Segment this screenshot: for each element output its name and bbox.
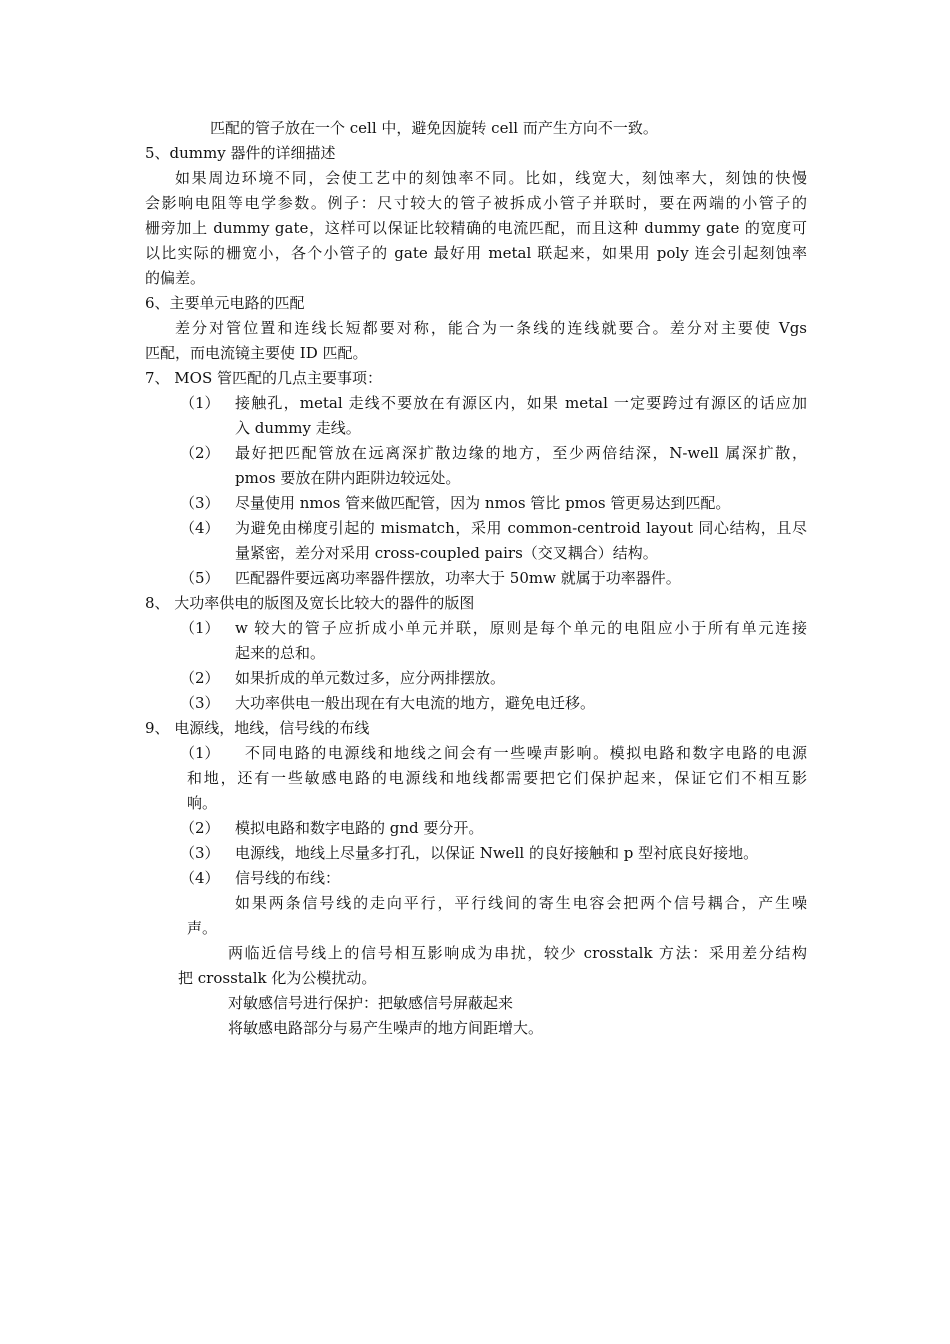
item-number: （4）: [180, 519, 220, 537]
text-line: 尽量使用 nmos 管来做匹配管，因为 nmos 管比 pmos 管更易达到匹配。: [235, 494, 731, 512]
item-number: （3）: [180, 694, 220, 712]
text-line: 匹配器件要远离功率器件摆放，功率大于 50mw 就属于功率器件。: [235, 569, 681, 587]
text-line: 把 crosstalk 化为公模扰动。: [178, 969, 377, 987]
section-heading-8: 8、 大功率供电的版图及宽长比较大的器件的版图: [145, 594, 475, 612]
text-line: 栅旁加上 dummy gate，这样可以保证比较精确的电流匹配，而且这种 dummy gate 的宽度可: [145, 219, 807, 237]
text-line: 的偏差。: [145, 269, 206, 287]
text-line: w 较大的管子应折成小单元并联，原则是每个单元的电阻应小于所有单元连接: [235, 619, 807, 637]
text-line: 接触孔，metal 走线不要放在有源区内，如果 metal 一定要跨过有源区的话应加: [235, 394, 807, 412]
text-line: 对敏感信号进行保护：把敏感信号屏蔽起来: [228, 994, 514, 1012]
text-line: 起来的总和。: [235, 644, 326, 662]
text-line: 不同电路的电源线和地线之间会有一些噪声影响。模拟电路和数字电路的电源: [245, 744, 807, 762]
text-line: 如果两条信号线的走向平行，平行线间的寄生电容会把两个信号耦合，产生噪: [235, 894, 807, 912]
section-heading-9: 9、 电源线，地线，信号线的布线: [145, 719, 370, 737]
text-line: 将敏感电路部分与易产生噪声的地方间距增大。: [228, 1019, 544, 1037]
text-line: 声。: [187, 919, 218, 937]
item-number: （2）: [180, 819, 220, 837]
item-number: （1）: [180, 619, 220, 637]
text-line: 大功率供电一般出现在有大电流的地方，避免电迁移。: [235, 694, 596, 712]
item-number: （3）: [180, 844, 220, 862]
section-heading-6: 6、主要单元电路的匹配: [145, 294, 305, 312]
text-line: 响。: [187, 794, 218, 812]
text-line: 模拟电路和数字电路的 gnd 要分开。: [235, 819, 484, 837]
text-line: 如果周边环境不同，会使工艺中的刻蚀率不同。比如，线宽大，刻蚀率大，刻蚀的快慢: [175, 169, 807, 187]
item-number: （3）: [180, 494, 220, 512]
item-number: （1）: [180, 744, 220, 762]
item-number: （2）: [180, 444, 220, 462]
text-line: 两临近信号线上的信号相互影响成为串扰，较少 crosstalk 方法：采用差分结构: [228, 944, 807, 962]
text-line: 入 dummy 走线。: [235, 419, 361, 437]
text-line: 如果折成的单元数过多，应分两排摆放。: [235, 669, 506, 687]
item-number: （4）: [180, 869, 220, 887]
text-line: 匹配的管子放在一个 cell 中，避免因旋转 cell 而产生方向不一致。: [210, 119, 658, 137]
text-line: 最好把匹配管放在远离深扩散边缘的地方，至少两倍结深，N-well 属深扩散，: [235, 444, 807, 462]
item-number: （5）: [180, 569, 220, 587]
text-line: 差分对管位置和连线长短都要对称，能合为一条线的连线就要合。差分对主要使 Vgs: [175, 319, 807, 337]
text-line: 为避免由梯度引起的 mismatch，采用 common-centroid layout 同心结构，且尽: [235, 519, 807, 537]
text-line: 以比实际的栅宽小，各个小管子的 gate 最好用 metal 联起来，如果用 poly 连会引起刻蚀率: [145, 244, 807, 262]
text-line: 量紧密，差分对采用 cross-coupled pairs（交叉耦合）结构。: [235, 544, 658, 562]
text-line: 会影响电阻等电学参数。例子：尺寸较大的管子被拆成小管子并联时，要在两端的小管子的: [145, 194, 807, 212]
text-line: 匹配，而电流镜主要使 ID 匹配。: [145, 344, 368, 362]
section-heading-5: 5、dummy 器件的详细描述: [145, 144, 336, 162]
text-line: 和地，还有一些敏感电路的电源线和地线都需要把它们保护起来，保证它们不相互影: [187, 769, 807, 787]
item-number: （2）: [180, 669, 220, 687]
section-heading-7: 7、 MOS 管匹配的几点主要事项：: [145, 369, 383, 387]
text-line: 信号线的布线：: [235, 869, 341, 887]
item-number: （1）: [180, 394, 220, 412]
text-line: pmos 要放在阱内距阱边较远处。: [235, 469, 461, 487]
text-line: 电源线，地线上尽量多打孔，以保证 Nwell 的良好接触和 p 型衬底良好接地。: [235, 844, 759, 862]
